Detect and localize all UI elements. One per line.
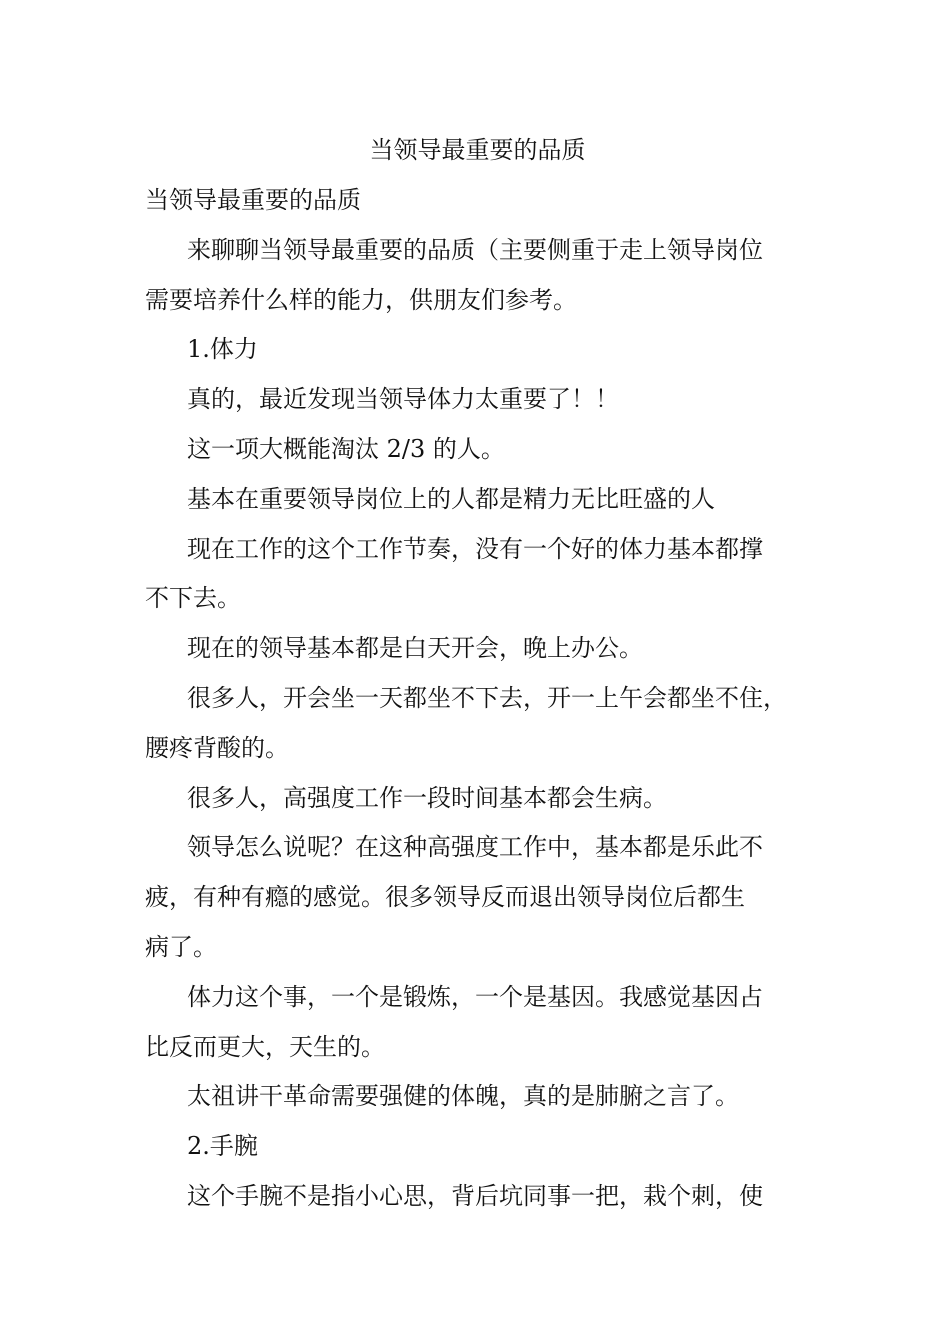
- text-line: 病了。: [145, 932, 217, 961]
- text-line: 很多人，开会坐一天都坐不下去，开一上午会都坐不住，: [187, 683, 787, 712]
- text-line: 疲，有种有瘾的感觉。很多领导反而退出领导岗位后都生: [145, 883, 745, 912]
- text-line: 1.体力: [187, 335, 258, 364]
- document-page: [145, 124, 810, 1222]
- text-line: 体力这个事，一个是锻炼，一个是基因。我感觉基因占: [187, 982, 763, 1011]
- text-line: 比反而更大，天生的。: [145, 1032, 385, 1061]
- text-line: 很多人，高强度工作一段时间基本都会生病。: [187, 783, 667, 812]
- text-line: 领导怎么说呢？在这种高强度工作中，基本都是乐此不: [187, 833, 763, 862]
- text-line: 腰疼背酸的。: [145, 733, 289, 762]
- text-line: 来聊聊当领导最重要的品质（主要侧重于走上领导岗位: [187, 235, 763, 264]
- text-line: 这一项大概能淘汰 2/3 的人。: [187, 434, 505, 463]
- text-line: 基本在重要领导岗位上的人都是精力无比旺盛的人: [187, 484, 715, 513]
- text-line: 2.手腕: [187, 1132, 258, 1161]
- text-line: 真的，最近发现当领导体力太重要了！！: [187, 385, 619, 414]
- text-line: 当领导最重要的品质: [145, 186, 361, 214]
- text-line: 太祖讲干革命需要强健的体魄，真的是肺腑之言了。: [187, 1082, 739, 1111]
- document-body: [145, 176, 810, 1222]
- text-line: 这个手腕不是指小心思，背后坑同事一把，栽个刺，使: [187, 1181, 763, 1210]
- text-line: 需要培养什么样的能力，供朋友们参考。: [145, 285, 577, 314]
- text-line: 不下去。: [145, 584, 241, 613]
- text-line: 现在的领导基本都是白天开会，晚上办公。: [187, 634, 643, 663]
- text-line: 现在工作的这个工作节奏，没有一个好的体力基本都撑: [187, 534, 763, 563]
- document-title: 当领导最重要的品质: [369, 136, 586, 164]
